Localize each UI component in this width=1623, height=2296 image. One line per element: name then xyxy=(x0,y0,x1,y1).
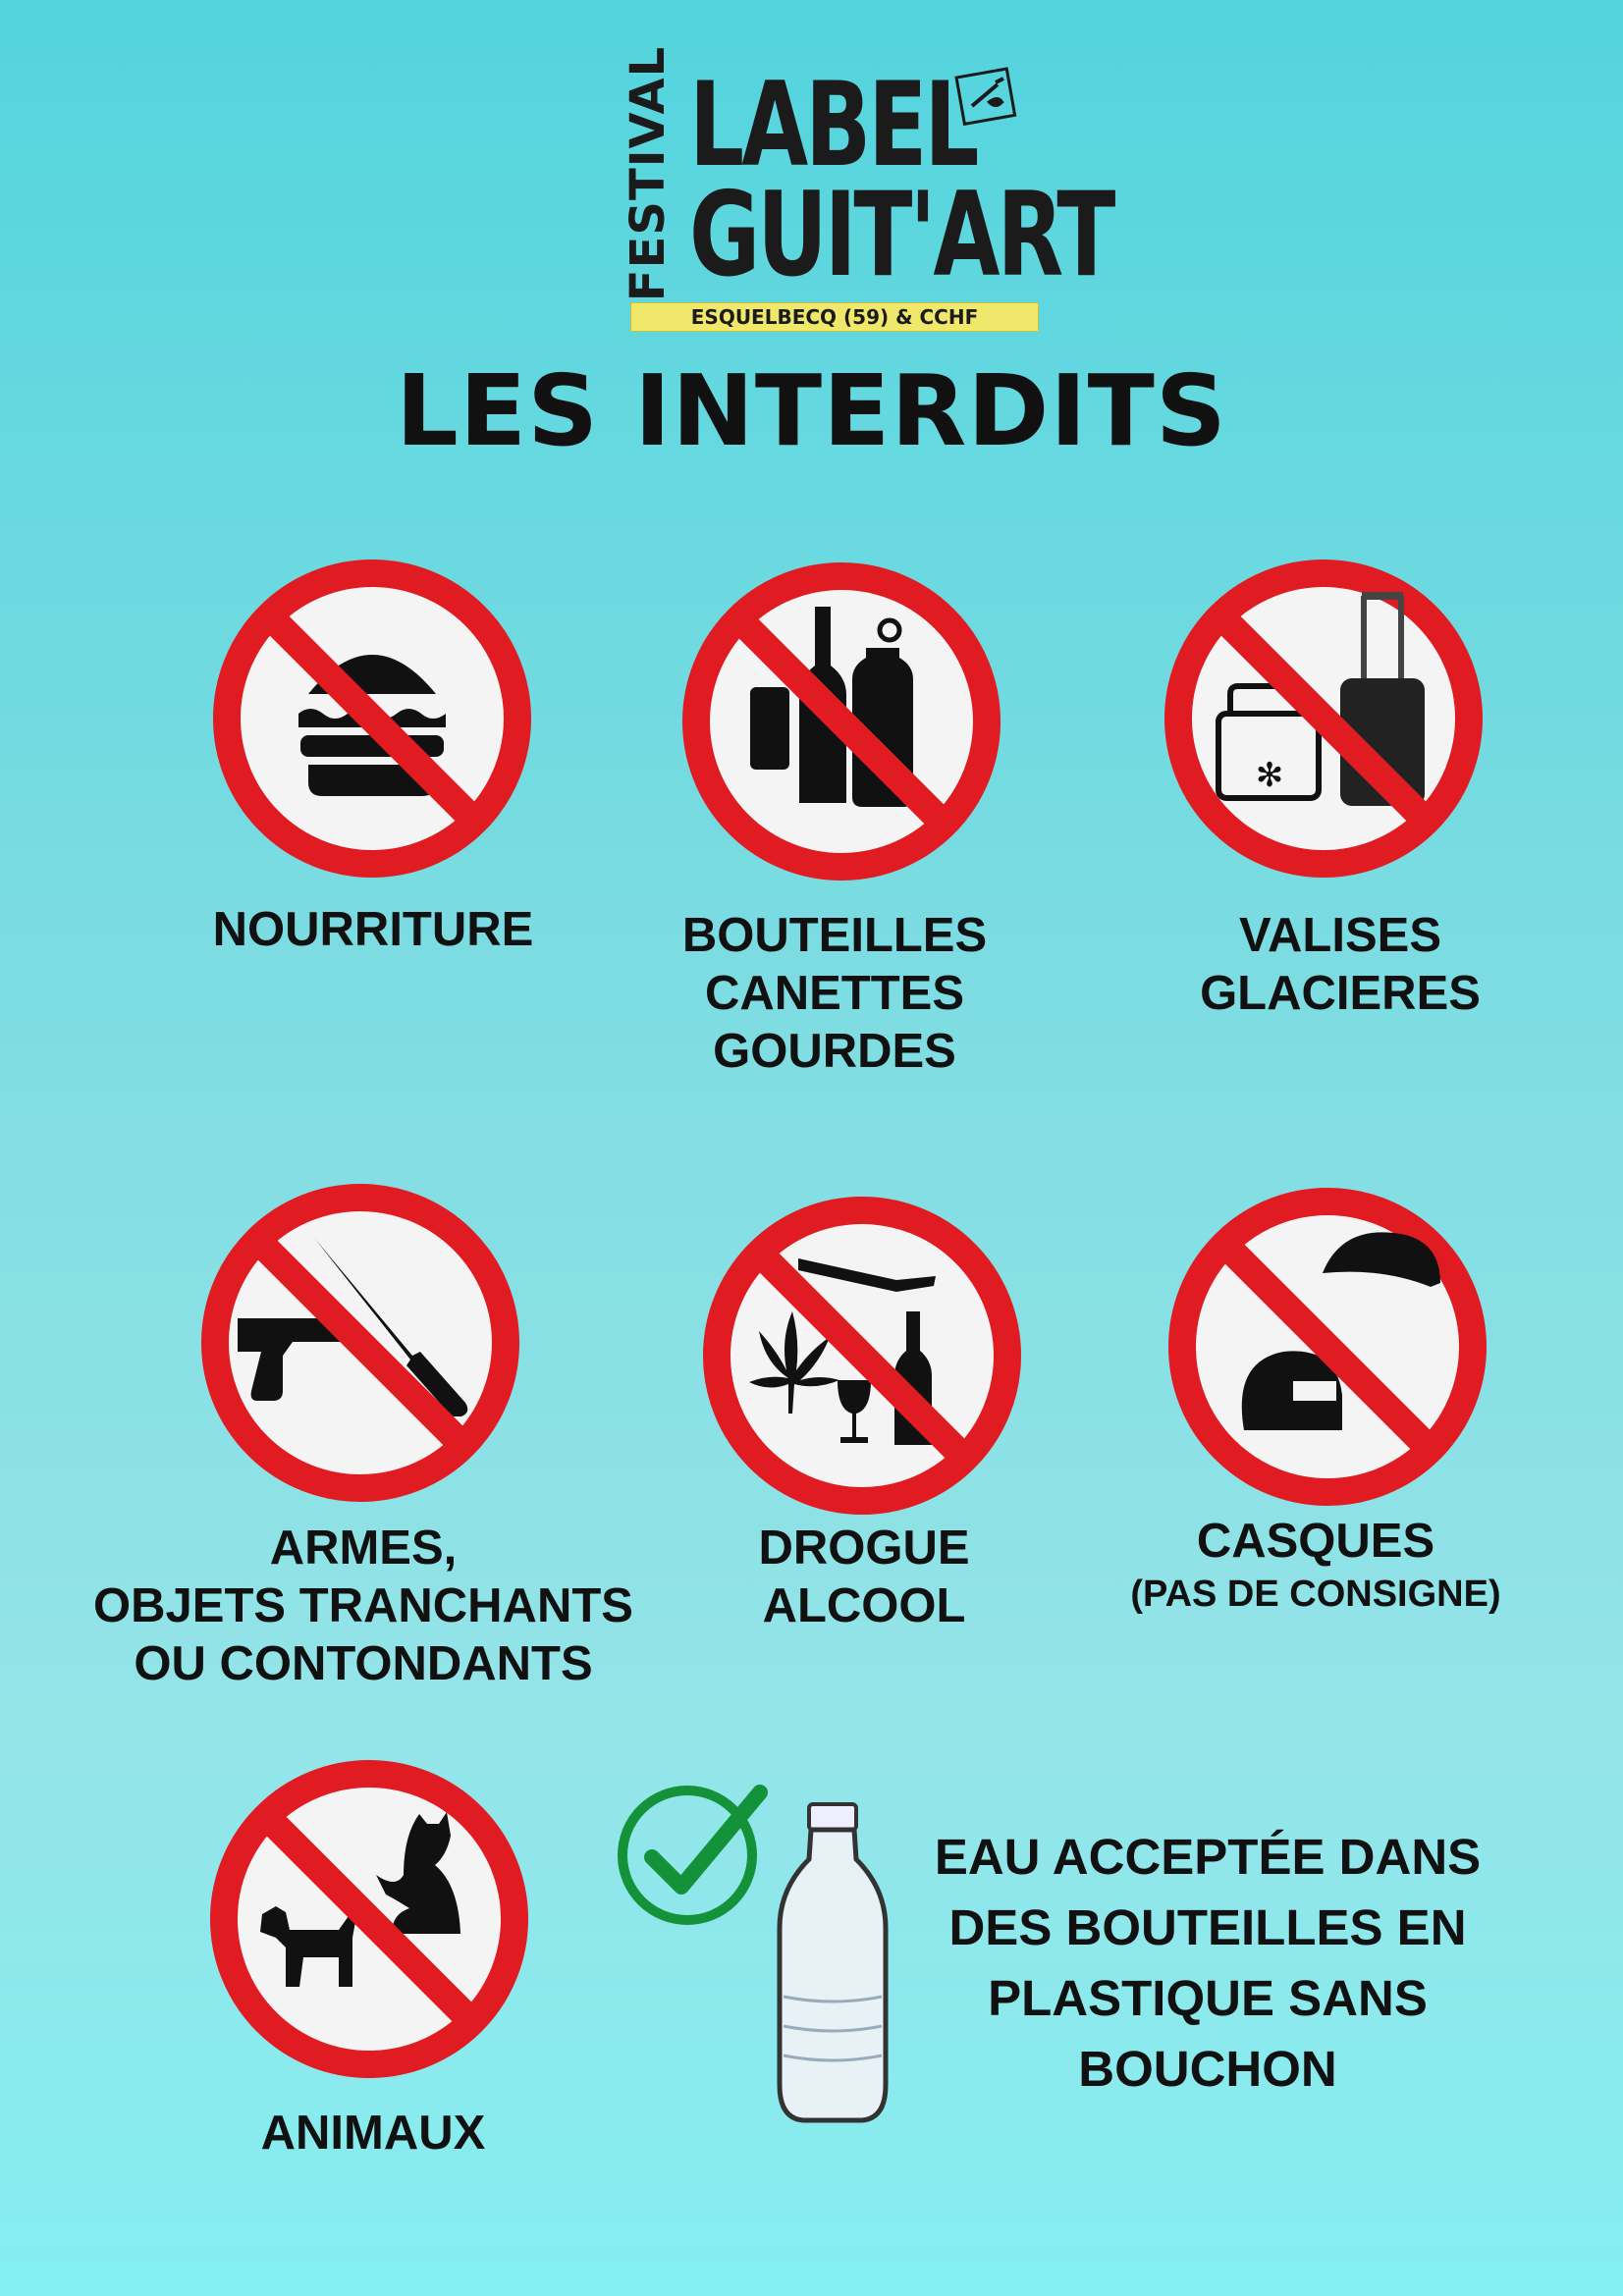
label-note: (PAS DE CONSIGNE) xyxy=(1130,1574,1501,1615)
label-line: ALCOOL xyxy=(762,1579,966,1632)
water-allowed-text xyxy=(893,1822,1522,2105)
no-pets-sign xyxy=(207,1757,531,2081)
label-line: CANETTES xyxy=(704,967,965,1020)
label-line: CASQUES xyxy=(1196,1515,1435,1568)
label-helmets xyxy=(1090,1513,1542,1618)
label-line: OU CONTONDANTS xyxy=(134,1637,593,1690)
water-line: BOUCHON xyxy=(1078,2041,1337,2097)
logo-line-2: GUIT'ART xyxy=(689,166,1113,303)
logo-line-1: LABEL xyxy=(689,56,977,193)
logo-festival-word: FESTIVAL xyxy=(621,45,676,302)
festival-logo xyxy=(619,45,1113,346)
page-title: LES INTERDITS xyxy=(396,353,1227,468)
label-weapons xyxy=(49,1520,677,1693)
no-food-sign xyxy=(210,557,534,881)
label-line: ARMES, xyxy=(269,1522,458,1575)
no-bottles-sign xyxy=(679,560,1003,883)
label-line: GOURDES xyxy=(713,1025,956,1078)
svg-text:✻: ✻ xyxy=(1255,757,1284,794)
label-line: OBJETS TRANCHANTS xyxy=(93,1579,633,1632)
label-line: ANIMAUX xyxy=(260,2107,486,2160)
water-bottle-icon xyxy=(774,1800,892,2124)
water-line: PLASTIQUE SANS xyxy=(988,1970,1428,2026)
water-line: DES BOUTEILLES EN xyxy=(948,1899,1467,1955)
label-luggage xyxy=(1105,907,1576,1023)
no-weapons-sign xyxy=(198,1181,522,1505)
label-line: BOUTEILLES xyxy=(681,909,988,962)
label-line: VALISES xyxy=(1238,909,1442,962)
checkmark-icon xyxy=(617,1779,774,1926)
guitar-badge-icon xyxy=(952,63,1021,132)
label-line: DROGUE xyxy=(758,1522,970,1575)
label-pets xyxy=(137,2105,609,2163)
label-line: GLACIERES xyxy=(1200,967,1481,1020)
no-drugs-sign xyxy=(700,1194,1024,1518)
label-food xyxy=(137,901,609,959)
label-bottles xyxy=(599,907,1070,1081)
no-luggage-sign xyxy=(1162,557,1486,881)
logo-location-band: ESQUELBECQ (59) & CCHF xyxy=(630,302,1039,332)
label-drugs xyxy=(628,1520,1100,1635)
water-line: EAU ACCEPTÉE DANS xyxy=(934,1829,1482,1885)
no-helmets-sign xyxy=(1165,1185,1489,1509)
logo-vertical-text xyxy=(619,45,677,302)
label-line: NOURRITURE xyxy=(212,903,534,956)
